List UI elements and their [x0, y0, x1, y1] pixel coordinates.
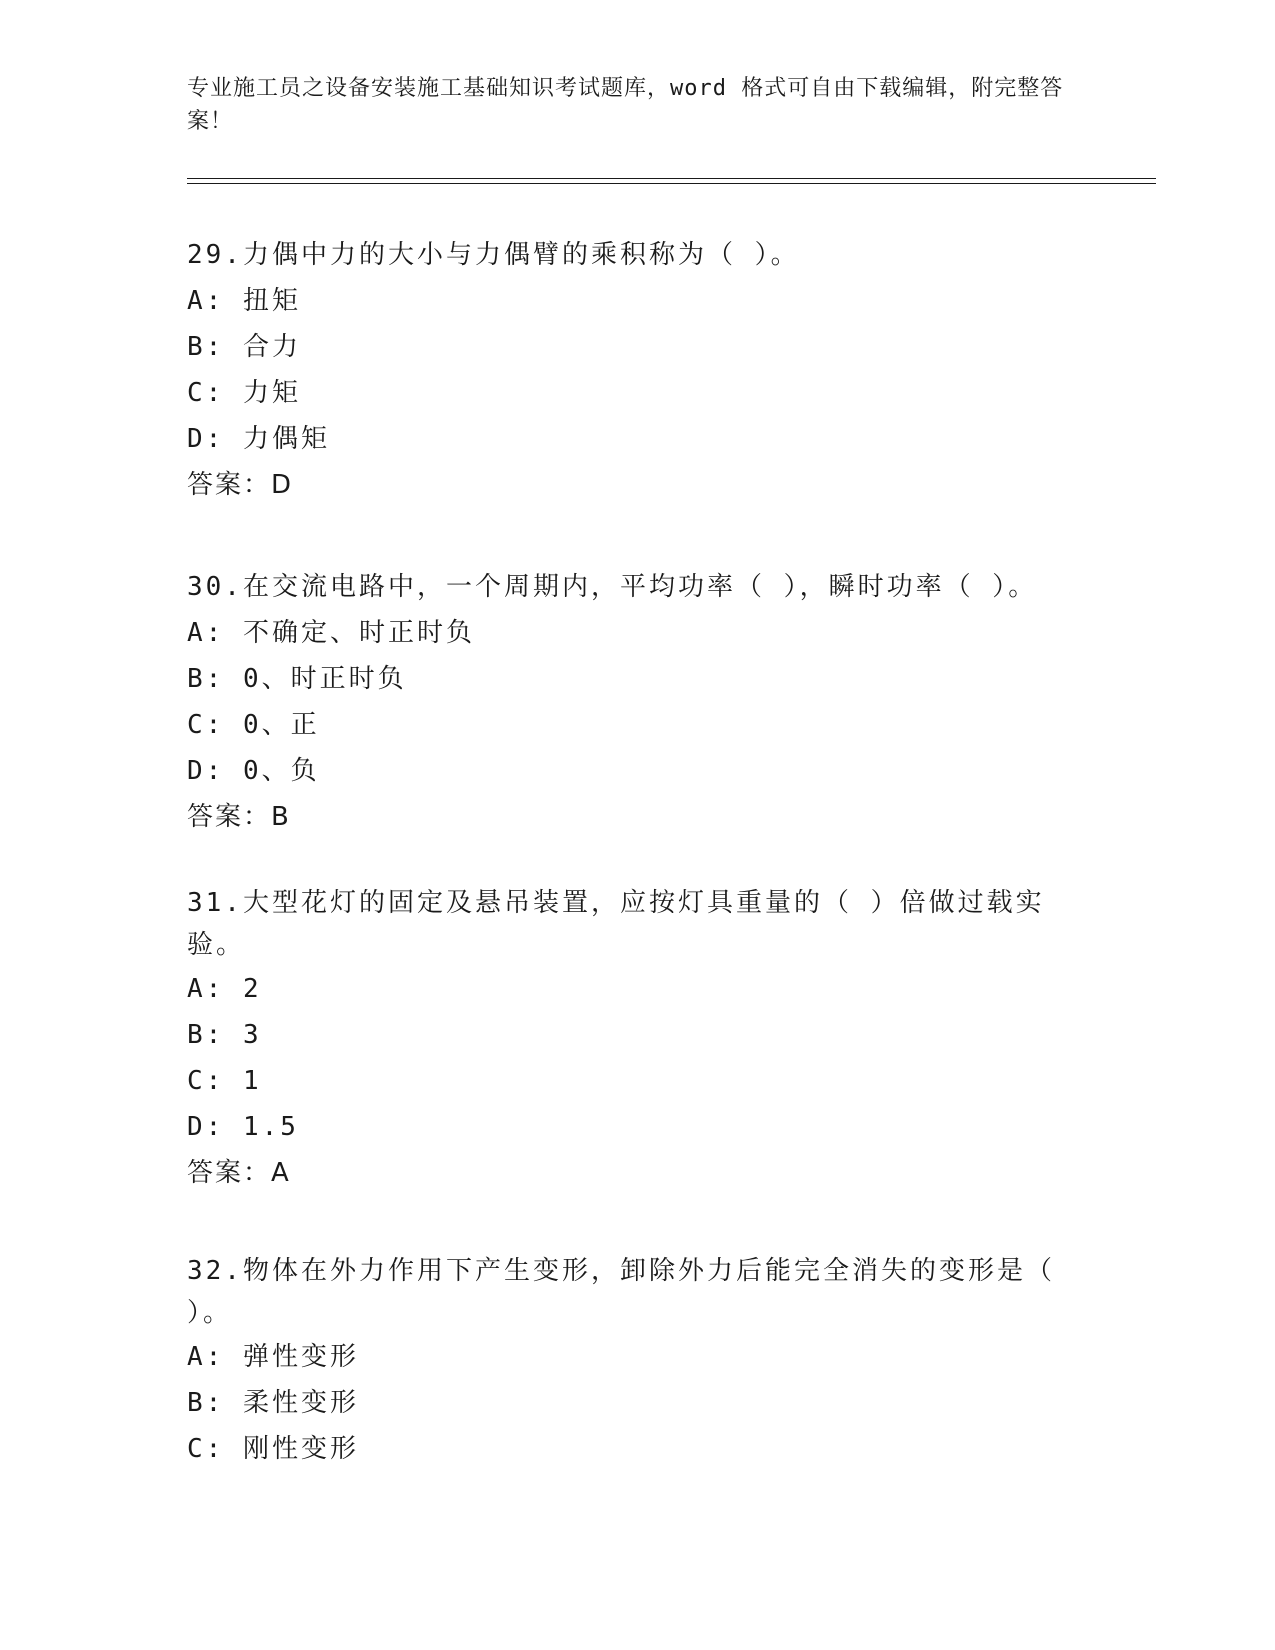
- question-text: 31.大型花灯的固定及悬吊装置，应按灯具重量的（ ）倍做过载实验。: [187, 888, 1045, 960]
- question-31: [187, 882, 1067, 1196]
- answer-line: 答案：D: [187, 470, 294, 500]
- option-c: C: 刚性变形: [187, 1434, 359, 1464]
- answer-line: 答案：B: [187, 802, 291, 832]
- option-b: B: 3: [187, 1020, 262, 1050]
- option-c: C: 0、正: [187, 710, 320, 740]
- option-b: B: 柔性变形: [187, 1388, 359, 1418]
- question-32: [187, 1250, 1067, 1472]
- question-30: [187, 564, 1067, 840]
- header-divider-top: [187, 178, 1156, 179]
- option-d: D: 力偶矩: [187, 424, 330, 454]
- option-a: A: 扭矩: [187, 286, 301, 316]
- option-a: A: 2: [187, 974, 262, 1004]
- question-text: 32.物体在外力作用下产生变形，卸除外力后能完全消失的变形是（ ）。: [187, 1256, 1055, 1328]
- option-c: C: 1: [187, 1066, 262, 1096]
- option-d: D: 1.5: [187, 1112, 299, 1142]
- option-a: A: 不确定、时正时负: [187, 618, 475, 648]
- header-divider-bottom: [187, 183, 1156, 184]
- option-a: A: 弹性变形: [187, 1342, 359, 1372]
- answer-line: 答案：A: [187, 1158, 291, 1188]
- document-header: 专业施工员之设备安装施工基础知识考试题库，word 格式可自由下载编辑，附完整答案！: [187, 76, 1064, 134]
- question-text: 30.在交流电路中，一个周期内，平均功率（ ），瞬时功率（ ）。: [187, 572, 1038, 602]
- question-text: 29.力偶中力的大小与力偶臂的乘积称为（ ）。: [187, 240, 800, 270]
- option-b: B: 合力: [187, 332, 301, 362]
- option-c: C: 力矩: [187, 378, 301, 408]
- question-29: [187, 232, 1067, 508]
- option-b: B: 0、时正时负: [187, 664, 407, 694]
- option-d: D: 0、负: [187, 756, 320, 786]
